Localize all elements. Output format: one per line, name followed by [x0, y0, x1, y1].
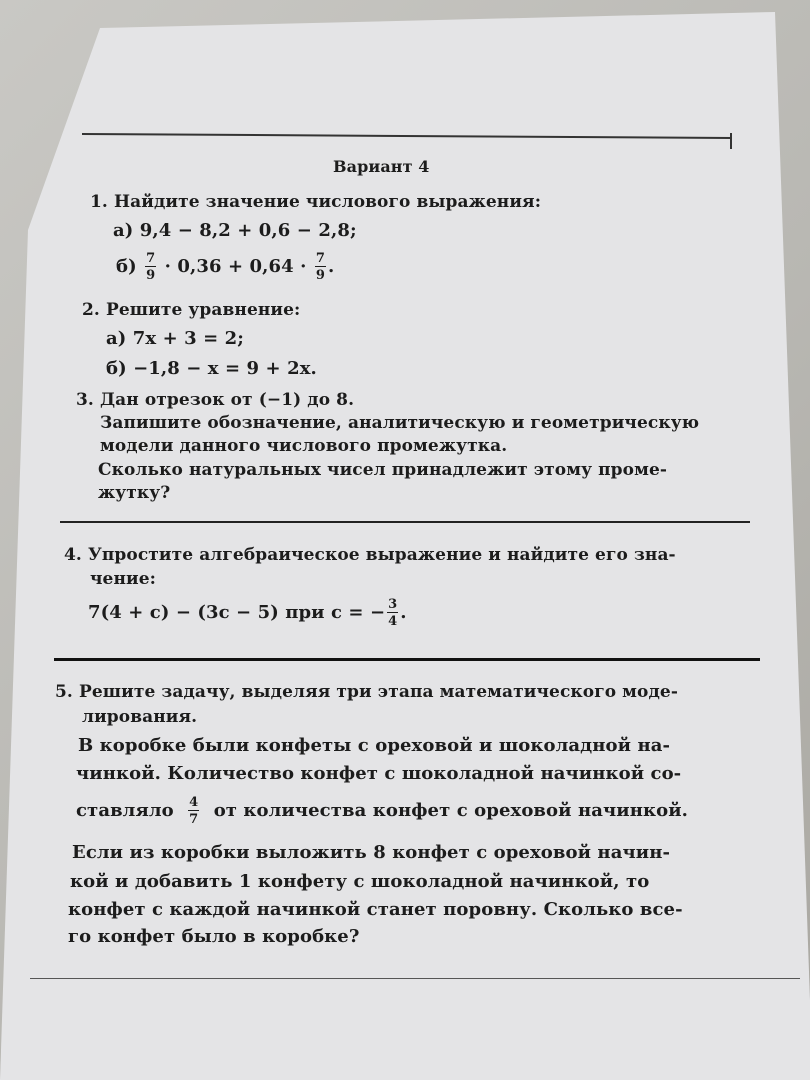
task5-line2: лирования. [82, 707, 198, 727]
task1-b-middle: · 0,36 + 0,64 · [164, 256, 307, 277]
task4-line2: чение: [90, 569, 157, 589]
bottom-rule [30, 978, 800, 979]
task5-line3: В коробке были конфеты с ореховой и шоколадной на- [78, 735, 671, 756]
divider-1 [60, 521, 750, 523]
top-rule-tick [730, 133, 732, 149]
task2-part-a: а) 7x + 3 = 2; [106, 328, 245, 349]
task2-part-b: б) −1,8 − x = 9 + 2x. [106, 358, 317, 379]
task4-fraction: $\frac{3}{4}$ [388, 597, 398, 629]
task1-b-prefix: б) [116, 256, 137, 277]
task5-line7: кой и добавить 1 конфету с шоколадной начинкой, то [70, 871, 650, 892]
task5-line4: чинкой. Количество конфет с шоколадной начинкой со- [76, 763, 682, 784]
task3-line1: 3. Дан отрезок от (−1) до 8. [76, 390, 355, 410]
task1-part-a: а) 9,4 − 8,2 + 0,6 − 2,8; [113, 220, 357, 241]
task4-line1: 4. Упростите алгебраическое выражение и найдите его зна- [64, 545, 676, 565]
task2-heading: 2. Решите уравнение: [82, 300, 301, 320]
task5-line9: го конфет было в коробке? [68, 926, 360, 947]
task4-expression: 7(4 + c) − (3c − 5) при c = − $\frac{3}{4}$ . [88, 597, 407, 629]
task3-line3: модели данного числового промежутка. [100, 436, 508, 456]
task1-fraction-1: $\frac{7}{9}$ [146, 251, 156, 283]
task3-line2: Запишите обозначение, аналитическую и геометрическую [100, 413, 700, 433]
task5-line5: ставляло $\frac{4}{7}$ от количества конфет с ореховой начинкой. [76, 795, 689, 827]
divider-2 [54, 658, 760, 661]
task5-fraction: $\frac{4}{7}$ [189, 795, 199, 827]
task5-line8: конфет с каждой начинкой станет поровну. Сколько все- [68, 899, 683, 920]
task1-fraction-2: $\frac{7}{9}$ [315, 251, 326, 283]
task1-part-b: б) $\frac{7}{9}$ · 0,36 + 0,64 · $\frac{7}{9}$ . [116, 251, 335, 283]
task5-line1: 5. Решите задачу, выделяя три этапа математического моде- [55, 682, 678, 702]
task5-line6: Если из коробки выложить 8 конфет с ореховой начин- [72, 842, 671, 863]
variant-title: Вариант 4 [333, 157, 430, 176]
task3-line5: жутку? [98, 483, 171, 503]
task1-heading: 1. Найдите значение числового выражения: [90, 192, 542, 212]
task3-line4: Сколько натуральных чисел принадлежит этому проме- [98, 460, 668, 480]
